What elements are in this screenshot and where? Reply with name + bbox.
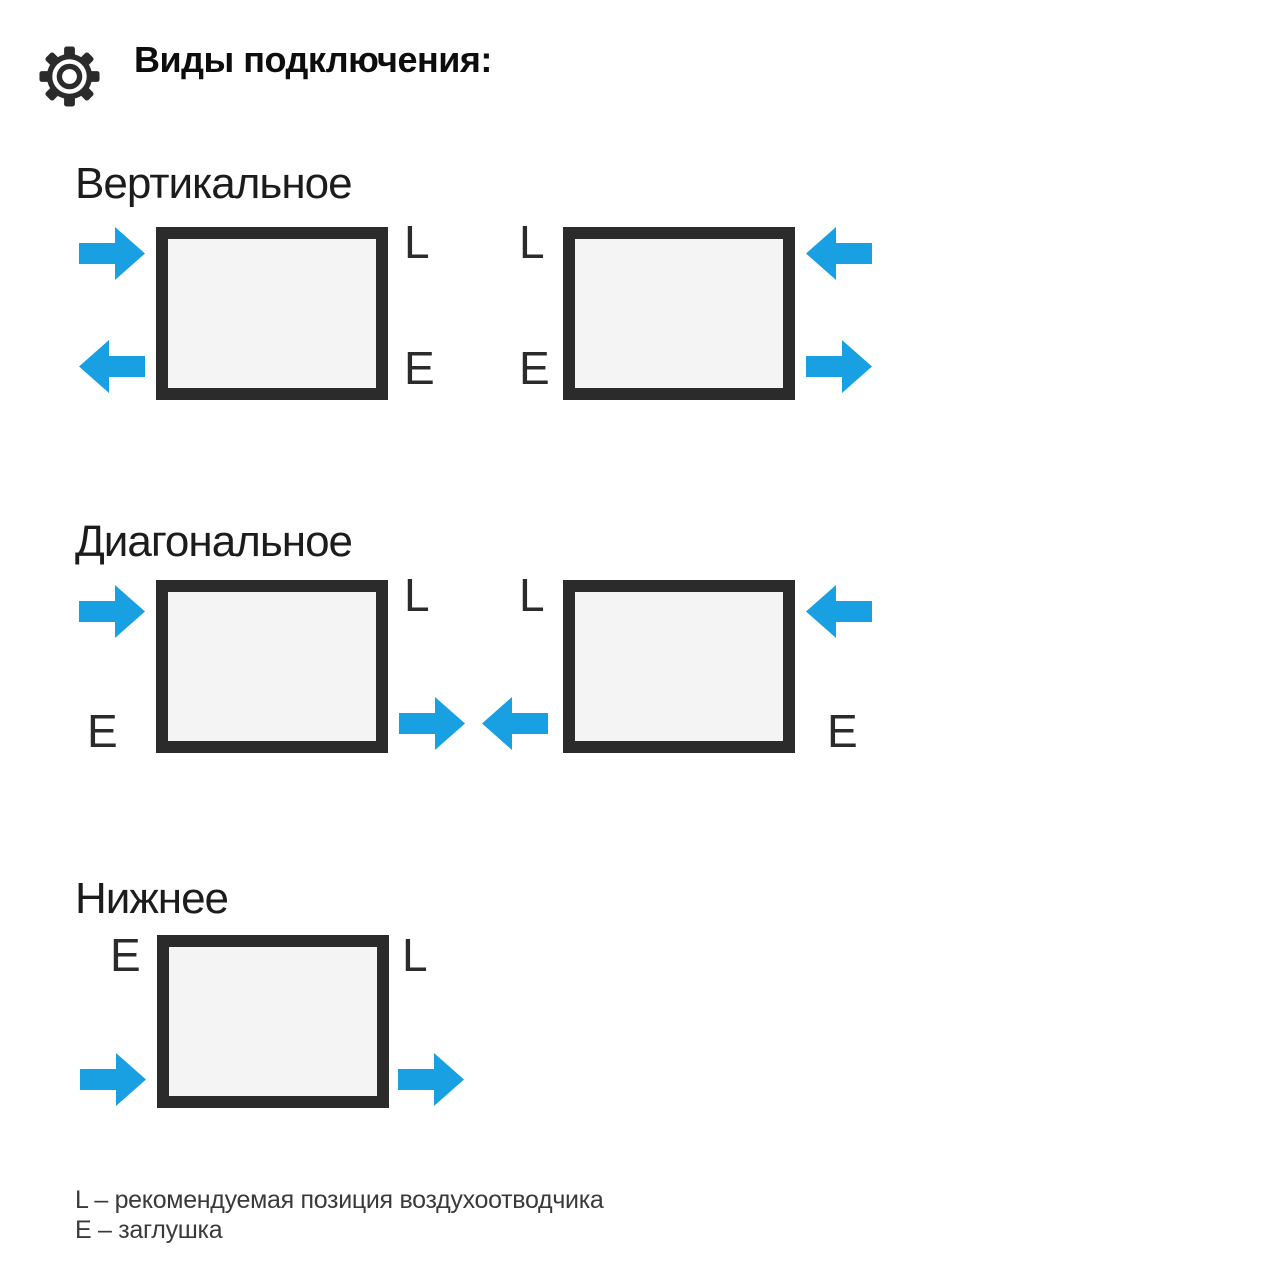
air-vent-label: L bbox=[519, 216, 544, 268]
legend bbox=[75, 1185, 604, 1245]
plug-label: E bbox=[519, 342, 549, 394]
flow-arrow-right-icon bbox=[398, 1053, 464, 1106]
flow-arrow-left-icon bbox=[79, 340, 145, 393]
air-vent-label: L bbox=[402, 929, 427, 981]
plug-label: E bbox=[404, 342, 434, 394]
plug-label: E bbox=[827, 705, 857, 757]
flow-arrow-right-icon bbox=[79, 585, 145, 638]
radiator-box bbox=[563, 580, 795, 753]
radiator-box bbox=[157, 935, 389, 1108]
flow-arrow-right-icon bbox=[80, 1053, 146, 1106]
page-title: Виды подключения: bbox=[134, 39, 492, 80]
radiator-box bbox=[156, 580, 388, 753]
plug-label: E bbox=[110, 929, 140, 981]
radiator-box bbox=[156, 227, 388, 400]
flow-arrow-right-icon bbox=[399, 697, 465, 750]
plug-label: E bbox=[87, 705, 117, 757]
radiator-box bbox=[563, 227, 795, 400]
section-title-bottom: Нижнее bbox=[75, 874, 229, 923]
flow-arrow-left-icon bbox=[806, 227, 872, 280]
air-vent-label: L bbox=[519, 569, 544, 621]
air-vent-label: L bbox=[404, 569, 429, 621]
section-title-vertical: Вертикальное bbox=[75, 159, 352, 208]
flow-arrow-right-icon bbox=[806, 340, 872, 393]
flow-arrow-right-icon bbox=[79, 227, 145, 280]
flow-arrow-left-icon bbox=[482, 697, 548, 750]
air-vent-label: L bbox=[404, 216, 429, 268]
legend-line-plug: E – заглушка bbox=[75, 1216, 223, 1244]
legend-line-air-vent: L – рекомендуемая позиция воздухоотводчика bbox=[75, 1186, 604, 1214]
section-title-diagonal: Диагональное bbox=[75, 517, 353, 566]
gear-icon bbox=[38, 45, 101, 108]
flow-arrow-left-icon bbox=[806, 585, 872, 638]
